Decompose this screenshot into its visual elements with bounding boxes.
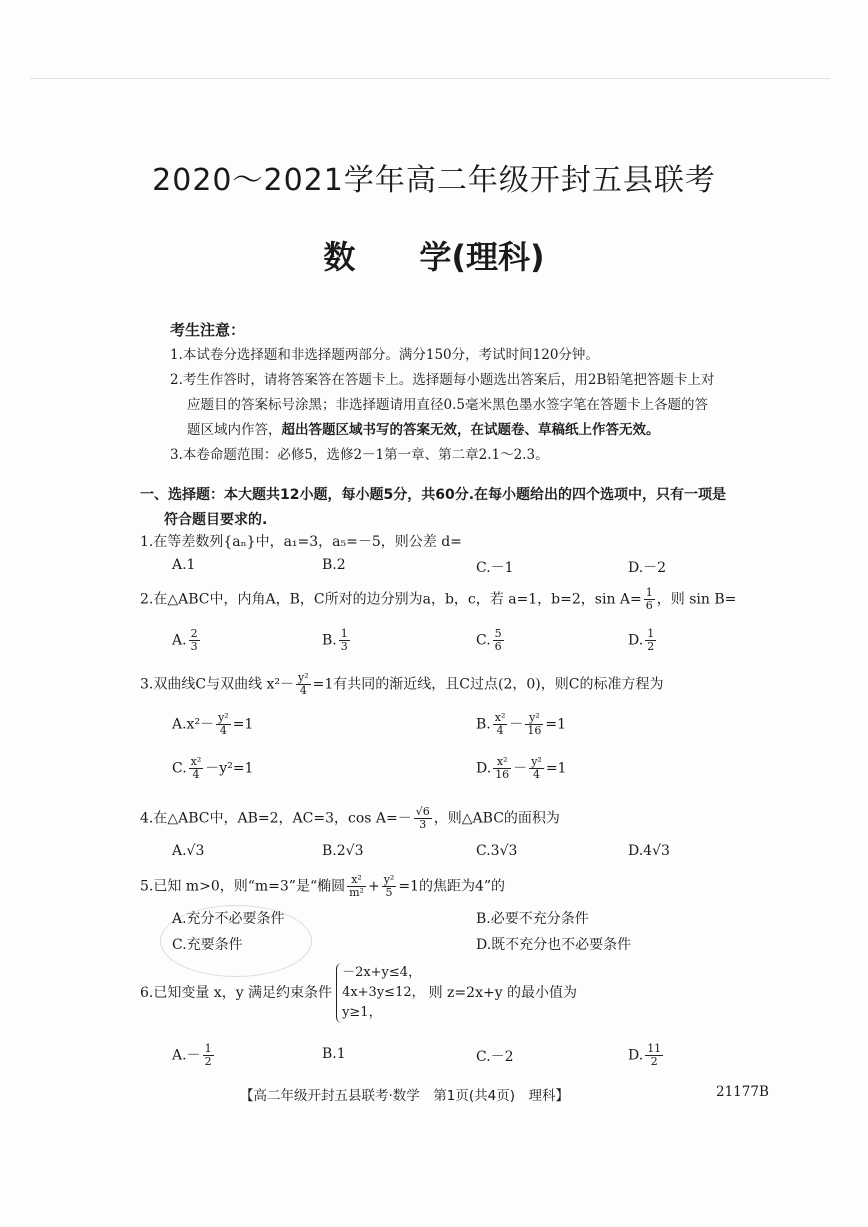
question-6-option-d: D. $\frac{11}{2}$ [628, 1042, 662, 1068]
notice-item-2b: 应题目的答案标号涂黑；非选择题请用直径0.5毫米黑色墨水签字笔在答题卡上各题的答 [187, 397, 708, 413]
question-2-option-c: C. $\frac{5}{6}$ [476, 627, 502, 653]
question-1-option-c: C.－1 [476, 560, 514, 576]
question-2-stem [140, 587, 780, 612]
question-3-stem: 3.双曲线C与双曲线 x²－ $\frac{\text{y²}}{4}$ =1有共同的渐近线，且C过点(2，0)，则C的标准方程为 [140, 671, 664, 697]
question-3-fraction: $\frac{\text{y²}}{4}$ [298, 671, 309, 697]
question-5-option-d: D.既不充分也不必要条件 [476, 937, 632, 953]
question-4-option-b: B.2√3 [322, 843, 364, 859]
question-2-option-b: B. $\frac{1}{3}$ [322, 627, 348, 653]
notice-item-2c [170, 418, 770, 443]
exam-title: 2020～2021学年高二年级开封五县联考 [152, 163, 716, 198]
question-5-option-b: B.必要不充分条件 [476, 911, 589, 927]
question-2-fraction: $\frac{1}{6}$ [645, 586, 653, 612]
question-4-option-c: C.3√3 [476, 843, 518, 859]
notice-item-2a: 2.考生作答时，请将答案答在答题卡上。选择题每小题选出答案后，用2B铅笔把答题卡上对 [170, 372, 715, 388]
question-1-stem: 1.在等差数列{aₙ}中，a₁=3，a₅=－5，则公差 d= [140, 534, 462, 550]
section-line-2: 符合题目要求的. [164, 512, 268, 528]
question-1-option-a: A.1 [172, 557, 196, 573]
question-5-option-c: C.充要条件 [172, 937, 243, 953]
question-1-option-d: D.－2 [628, 560, 667, 576]
question-2-stem-b: ，则 sin B= [656, 591, 737, 608]
subject-title: 数 学(理科) [323, 238, 545, 276]
question-6-option-b: B.1 [322, 1046, 346, 1062]
question-3-option-d: D. $\frac{\text{x²}}{16}$ － $\frac{\text{y²}}{4}$ =1 [476, 755, 567, 781]
question-1-option-b: B.2 [322, 557, 346, 573]
question-2-option-d: D. $\frac{1}{2}$ [628, 627, 655, 653]
question-6-option-c: C.－2 [476, 1049, 514, 1065]
notice-item-2c-plain: 题区域内作答， [187, 422, 282, 438]
question-5-stem: 5.已知 m>0，则“m=3”是“椭圆 $\frac{\text{x²}}{\text{m²}}$ + $\frac{\text{y²}}{5}$ =1的焦距为4”的 [140, 873, 506, 899]
top-border-line [30, 78, 830, 79]
question-6-stem: 6.已知变量 x，y 满足约束条件 －2x+y≤4， 4x+3y≤12， y≥1， 则 z=2x+y 的最小值为 [140, 963, 800, 1023]
question-6-option-a: A.－ $\frac{1}{2}$ [172, 1042, 212, 1068]
notice-heading: 考生注意： [170, 321, 246, 339]
notice-item-2c-bold: 超出答题区域书写的答案无效，在试题卷、草稿纸上作答无效。 [281, 422, 660, 438]
question-2-option-a: A. $\frac{2}{3}$ [172, 627, 198, 653]
notice-item-3: 3.本卷命题范围：必修5，选修2－1第一章、第二章2.1～2.3。 [170, 447, 549, 463]
constraint-system: －2x+y≤4， 4x+3y≤12， y≥1， [336, 963, 425, 1023]
question-3-option-a: A.x²－ $\frac{\text{y²}}{4}$ =1 [172, 711, 254, 737]
section-line-1: 一、选择题：本大题共12小题，每小题5分，共60分.在每小题给出的四个选项中，只有一项是 [140, 487, 727, 503]
question-5-option-a: A.充分不必要条件 [172, 911, 285, 927]
exam-notice [170, 318, 770, 468]
paper-code: 21177B [716, 1084, 769, 1100]
page-footer: 【高二年级开封五县联考·数学 第1页(共4页) 理科】 [240, 1088, 570, 1104]
question-4-option-d: D.4√3 [628, 843, 670, 859]
section-heading [140, 483, 770, 533]
question-4-fraction: $\frac{√6}{3}$ [415, 805, 430, 831]
question-3-option-c: C. $\frac{\text{x²}}{4}$ －y²=1 [172, 755, 254, 781]
question-4-option-a: A.√3 [172, 843, 205, 859]
question-2-stem-a: 2.在△ABC中，内角A，B，C所对的边分别为a，b，c，若 a=1，b=2，sin A= [140, 591, 642, 608]
question-3-option-b: B. $\frac{\text{x²}}{4}$ － $\frac{\text{y²}}{16}$ =1 [476, 711, 567, 737]
notice-item-1: 1.本试卷分选择题和非选择题两部分。满分150分，考试时间120分钟。 [170, 347, 599, 363]
question-4-stem: 4.在△ABC中，AB=2，AC=3，cos A=－ $\frac{√6}{3}$ ，则△ABC的面积为 [140, 805, 560, 831]
